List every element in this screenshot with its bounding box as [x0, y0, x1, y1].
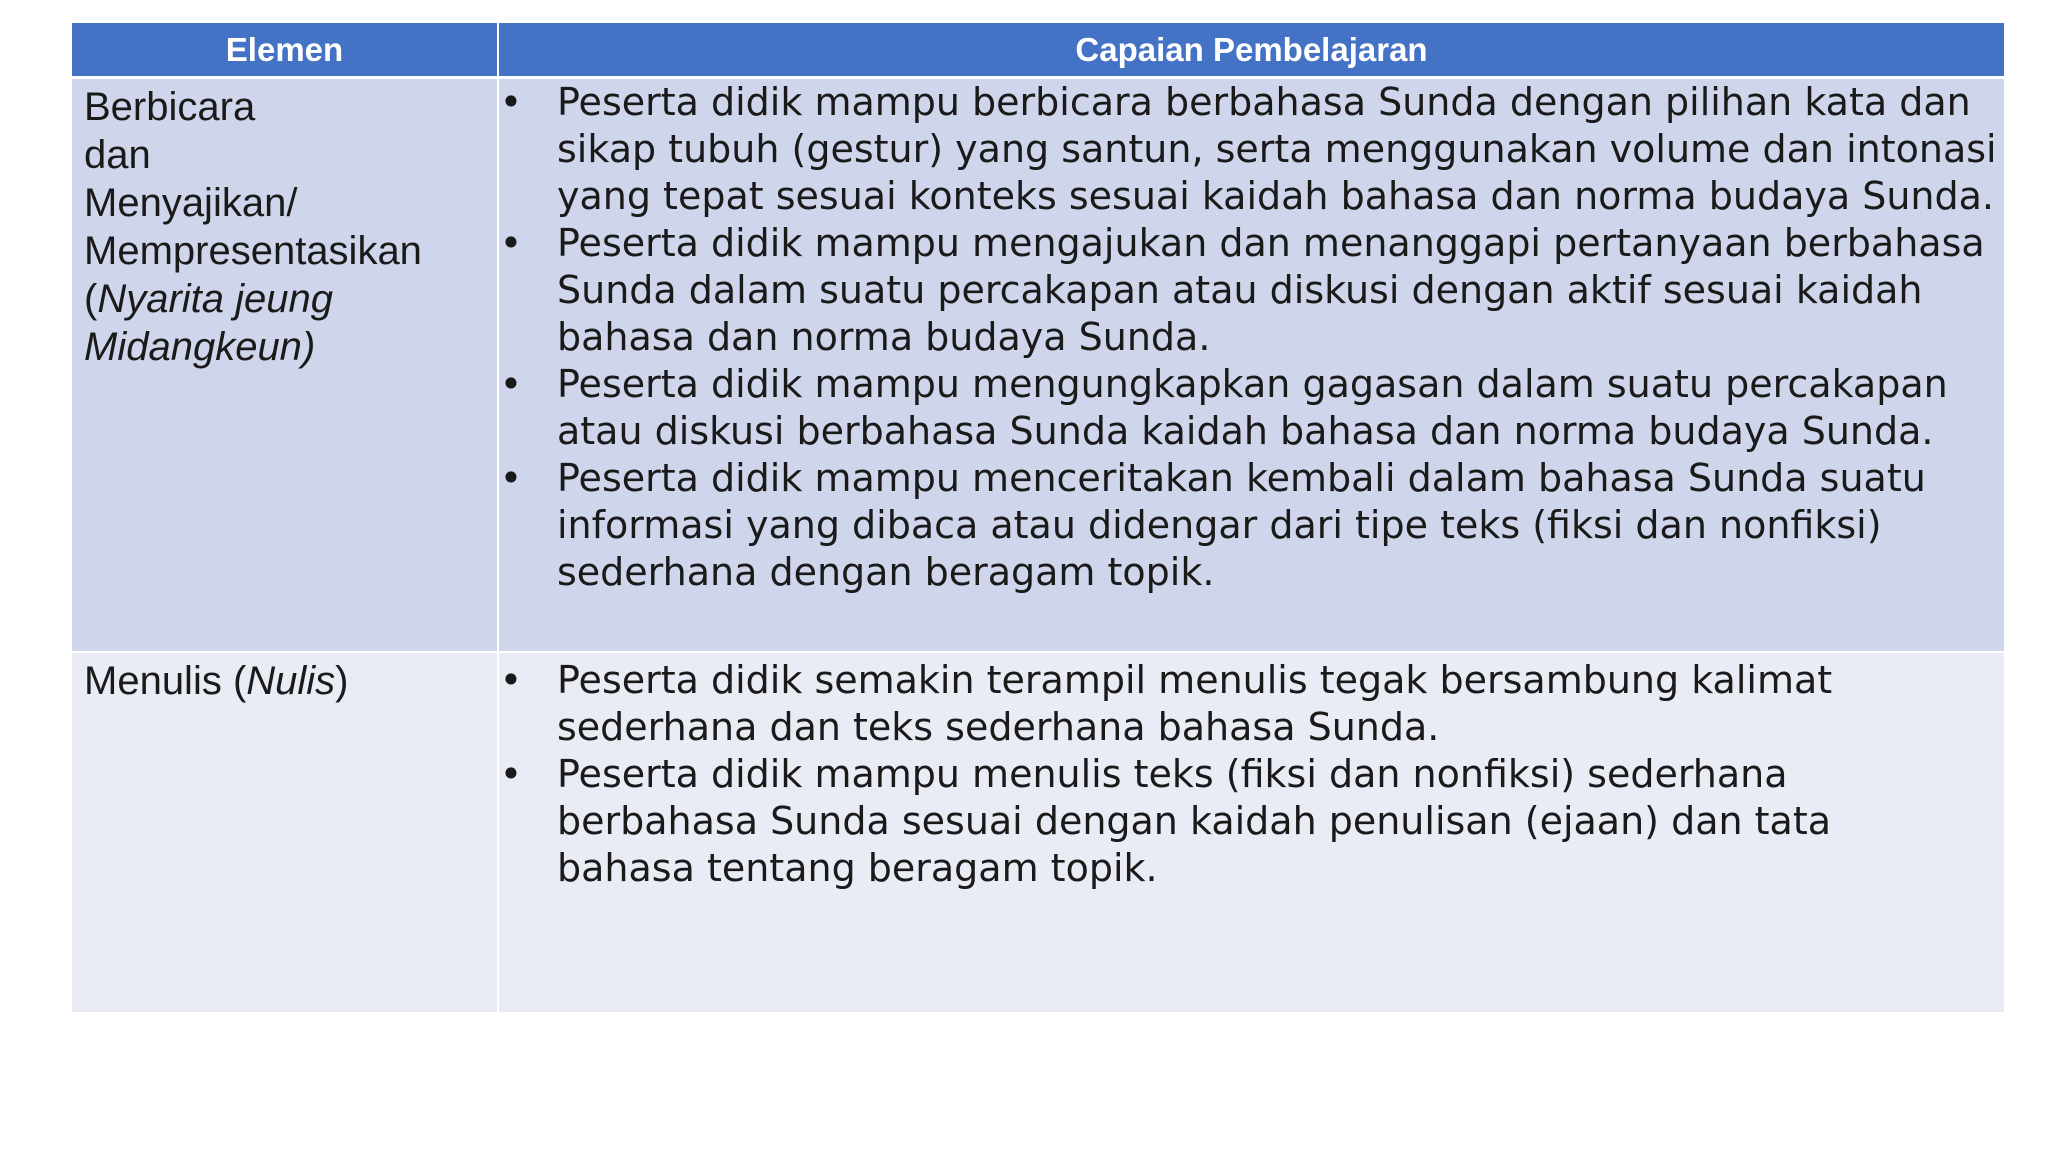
elemen-italic-text: Midangkeun	[84, 325, 302, 369]
capaian-cell-berbicara	[498, 78, 2004, 653]
elemen-text: Menyajikan/	[84, 181, 298, 225]
text-line: Peserta didik mampu mengungkapkan gagasan dalam suatu percakapan	[557, 362, 1948, 406]
paren-open: (	[84, 277, 98, 321]
text-line: informasi yang dibaca atau didengar dari tipe teks (fiksi dan nonfiksi)	[557, 503, 1882, 547]
elemen-text: Berbicara	[84, 85, 256, 129]
elemen-italic-text: Nyarita jeung	[97, 277, 334, 321]
bullet-icon: •	[499, 658, 523, 702]
elemen-text	[84, 657, 485, 705]
text-line: Peserta didik mampu berbicara berbahasa Sunda dengan pilihan kata dan	[557, 80, 1971, 124]
capaian-cell-menulis	[498, 652, 2004, 1013]
elemen-cell-menulis	[72, 652, 498, 1013]
bullet-icon: •	[499, 362, 523, 406]
header-capaian-pembelajaran: Capaian Pembelajaran	[498, 23, 2004, 78]
curriculum-table	[72, 23, 2004, 1014]
paren-close: )	[301, 325, 316, 369]
text-line: Peserta didik mampu mengajukan dan menanggapi pertanyaan berbahasa	[557, 221, 1985, 265]
list-item-text	[557, 361, 2004, 455]
text-line: bahasa dan norma budaya Sunda.	[557, 315, 1211, 359]
text-line: berbahasa Sunda sesuai dengan kaidah penulisan (ejaan) dan tata	[557, 799, 1832, 843]
text-line: Sunda dalam suatu percakapan atau diskusi dengan aktif sesuai kaidah	[557, 268, 1923, 312]
text-line: Peserta didik semakin terampil menulis tegak bersambung kalimat	[557, 658, 1833, 702]
list-item	[499, 455, 2004, 596]
text-line: bahasa tentang beragam topik.	[557, 846, 1158, 890]
table-row	[72, 652, 2004, 1013]
table-row	[72, 78, 2004, 653]
capaian-list	[499, 79, 2004, 596]
bullet-icon: •	[499, 80, 523, 124]
list-item-text	[557, 79, 2004, 220]
text-line: Peserta didik mampu menulis teks (fiksi dan nonfiksi) sederhana	[557, 752, 1788, 796]
elemen-cell-berbicara	[72, 78, 498, 653]
list-item	[499, 361, 2004, 455]
bullet-icon: •	[499, 752, 523, 796]
list-item-text	[557, 751, 2004, 892]
text-line: sikap tubuh (gestur) yang santun, serta menggunakan volume dan intonasi	[557, 127, 1997, 171]
header-elemen: Elemen	[72, 23, 498, 78]
elemen-text	[84, 323, 485, 371]
elemen-text: dan	[84, 133, 151, 177]
elemen-prefix: Menulis (	[84, 659, 247, 703]
list-item	[499, 657, 2004, 751]
text-line: atau diskusi berbahasa Sunda kaidah bahasa dan norma budaya Sunda.	[557, 409, 1934, 453]
elemen-suffix: )	[335, 659, 349, 703]
list-item	[499, 220, 2004, 361]
text-line: sederhana dengan beragam topik.	[557, 550, 1215, 594]
list-item	[499, 79, 2004, 220]
list-item-text	[557, 657, 2004, 751]
capaian-list	[499, 657, 2004, 892]
elemen-text	[84, 275, 485, 323]
text-line: yang tepat sesuai konteks sesuai kaidah bahasa dan norma budaya Sunda.	[557, 174, 1995, 218]
text-line: Peserta didik mampu menceritakan kembali dalam bahasa Sunda suatu	[557, 456, 1926, 500]
list-item	[499, 751, 2004, 892]
elemen-italic-text: Nulis	[246, 659, 336, 703]
table-header-row	[72, 23, 2004, 78]
list-item-text	[557, 220, 2004, 361]
bullet-icon: •	[499, 221, 523, 265]
text-line: sederhana dan teks sederhana bahasa Sunda.	[557, 705, 1440, 749]
list-item-text	[557, 455, 2004, 596]
elemen-text: Mempresentasikan	[84, 229, 422, 273]
bullet-icon: •	[499, 456, 523, 500]
